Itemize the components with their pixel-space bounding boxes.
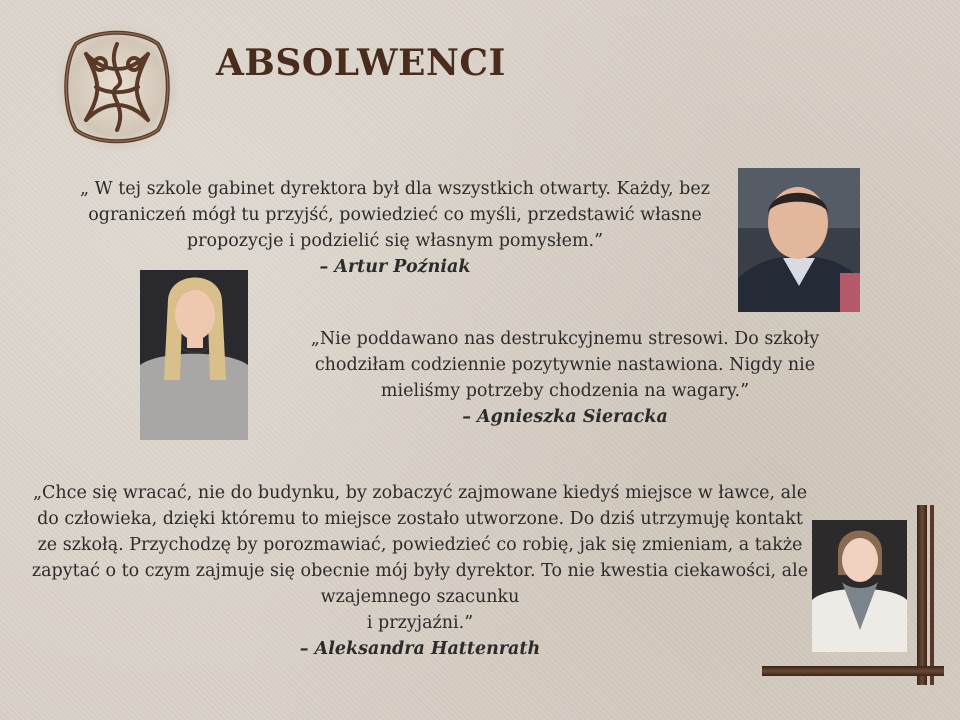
decorative-frame-vertical-inner [930, 505, 934, 685]
quote-text: „Nie poddawano nas destrukcyjnemu stresowi. Do szkoły chodziłam codziennie pozytywnie nastawiona. Nigdy nie mieliśmy potrzeby chodzenia na wagary.” [310, 329, 820, 401]
celtic-knot-logo [56, 24, 178, 150]
photo-aleksandra [812, 520, 907, 652]
decorative-frame-horizontal [762, 666, 944, 676]
quote-agnieszka [290, 326, 840, 430]
quote-text-end: i przyjaźni.” [366, 613, 474, 633]
photo-agnieszka [140, 270, 248, 440]
quote-text: „Chce się wracać, nie do budynku, by zobaczyć zajmowane kiedyś miejsce w ławce, ale do człowieka, dzięki któremu to miejsce zostało utworzone. Do dziś utrzymuję kontakt ze szkołą. Przychodzę by porozmawiać, powiedzieć co robię, jak się zmieniam, a także zapytać o to czym zajmuje się obecnie mój były dyrektor. To nie kwestia ciekawości, ale wzajemnego szacunku [31, 483, 809, 607]
page-title: ABSOLWENCI [216, 42, 506, 84]
decorative-frame-vertical [917, 505, 927, 685]
quote-author: – Artur Poźniak [319, 257, 471, 277]
quote-text: „ W tej szkole gabinet dyrektora był dla wszystkich otwarty. Każdy, bez ograniczeń mógł tu przyjść, powiedzieć co myśli, przedstawić własne propozycje i podzielić się własnym pomysłem.” [80, 179, 710, 251]
photo-artur [738, 168, 860, 312]
quote-author: – Agnieszka Sieracka [462, 407, 668, 427]
quote-author: – Aleksandra Hattenrath [299, 639, 541, 659]
quote-artur [60, 176, 730, 280]
quote-aleksandra [30, 480, 810, 662]
